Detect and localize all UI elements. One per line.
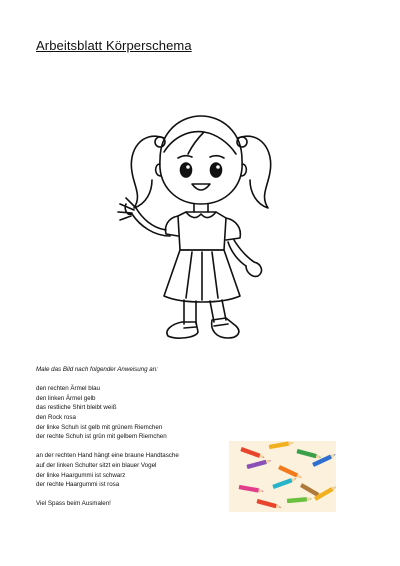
pencil: [278, 465, 303, 480]
girl-coloring-illustration: [112, 100, 290, 355]
instruction-line: das restliche Shirt bleibt weiß: [36, 404, 117, 412]
pencil: [240, 447, 265, 460]
instructions-intro: Male das Bild nach folgender Anweisung an:: [36, 366, 158, 373]
instruction-line: den Rock rosa: [36, 413, 76, 421]
colored-pencils-image: [229, 441, 336, 512]
instruction-line: den rechten Ärmel blau: [36, 385, 100, 393]
pencil: [287, 497, 312, 504]
instruction-line: auf der linken Schulter sitzt ein blauer Vogel: [36, 461, 157, 469]
closing-line: Viel Spass beim Ausmalen!: [36, 500, 111, 508]
left-shoe: [167, 322, 198, 338]
instruction-line: den linken Ärmel gelb: [36, 394, 96, 402]
pencil: [256, 499, 281, 510]
pencil: [239, 485, 264, 494]
page-title: Arbeitsblatt Körperschema: [36, 38, 192, 53]
instruction-line: an der rechten Hand hängt eine braune Handtasche: [36, 452, 179, 460]
instruction-line: der linke Haargummi ist schwarz: [36, 471, 126, 479]
instruction-line: der rechte Haargummi ist rosa: [36, 481, 120, 489]
pencil: [272, 476, 297, 489]
instruction-line: der rechte Schuh ist grün mit gelbem Riemchen: [36, 433, 167, 441]
pencil: [246, 458, 271, 469]
pencil: [269, 441, 294, 449]
pencil: [296, 449, 321, 460]
right-shoe: [212, 318, 239, 338]
instruction-line: der linke Schuh ist gelb mit grünem Riemchen: [36, 423, 163, 431]
